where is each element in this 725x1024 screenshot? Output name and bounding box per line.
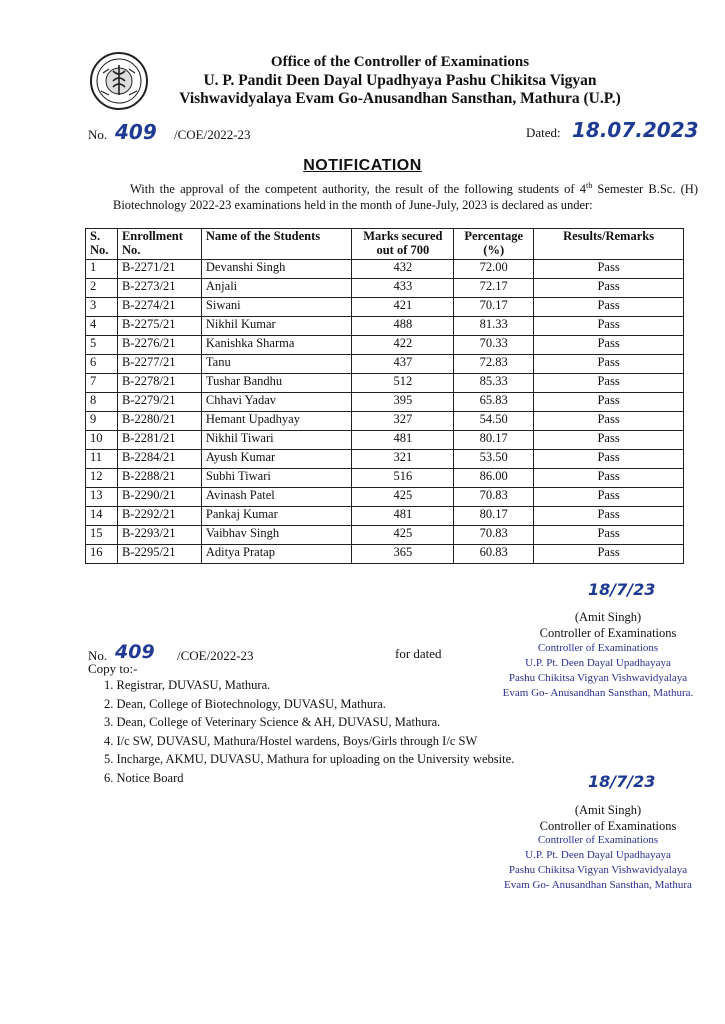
cell-enrollment: B-2293/21 [117, 526, 201, 545]
cell-sno: 10 [86, 431, 118, 450]
cell-marks: 421 [352, 298, 454, 317]
stamp-1-line: Evam Go- Anusandhan Sansthan, Mathura. [502, 687, 694, 699]
table-row [86, 260, 684, 279]
cell-percentage: 70.83 [454, 488, 534, 507]
cell-enrollment: B-2292/21 [117, 507, 201, 526]
cell-name: Nikhil Kumar [201, 317, 352, 336]
th-name: Name of the Students [201, 229, 352, 260]
cell-result: Pass [534, 279, 684, 298]
cell-enrollment: B-2277/21 [117, 355, 201, 374]
cell-enrollment: B-2284/21 [117, 450, 201, 469]
copy-no-label: No. [88, 648, 108, 663]
cell-sno: 7 [86, 374, 118, 393]
table-row [86, 469, 684, 488]
signature-1-name: (Amit Singh) [574, 610, 642, 624]
cell-percentage: 70.17 [454, 298, 534, 317]
cell-result: Pass [534, 526, 684, 545]
cell-marks: 365 [352, 545, 454, 564]
cell-marks: 437 [352, 355, 454, 374]
notification-title: NOTIFICATION [303, 157, 422, 174]
cell-result: Pass [534, 336, 684, 355]
stamp-1-line: Controller of Examinations [537, 642, 659, 654]
signature-2-initials: 18/7/23 [588, 772, 656, 791]
cell-enrollment: B-2271/21 [117, 260, 201, 279]
cell-sno: 1 [86, 260, 118, 279]
cell-name: Kanishka Sharma [201, 336, 352, 355]
cell-name: Tushar Bandhu [201, 374, 352, 393]
signature-1-initials: 18/7/23 [588, 580, 656, 599]
table-row [86, 317, 684, 336]
list-item: 4. I/c SW, DUVASU, Mathura/Hostel wardens, Boys/Girls through I/c SW [104, 733, 478, 748]
cell-marks: 488 [352, 317, 454, 336]
cell-percentage: 85.33 [454, 374, 534, 393]
cell-enrollment: B-2290/21 [117, 488, 201, 507]
stamp-1-line: Pashu Chikitsa Vigyan Vishwavidyalaya [508, 672, 688, 684]
cell-result: Pass [534, 393, 684, 412]
cell-result: Pass [534, 507, 684, 526]
th-percentage: Percentage (%) [454, 229, 534, 260]
ref-no-label: No. [88, 127, 108, 142]
cell-result: Pass [534, 469, 684, 488]
cell-name: Hemant Upadhyay [201, 412, 352, 431]
signature-1-designation: Controller of Examinations [539, 626, 677, 640]
cell-percentage: 60.83 [454, 545, 534, 564]
cell-sno: 16 [86, 545, 118, 564]
intro-text-part1: With the approval of the competent authority, the result of the following students of 4 [130, 182, 586, 197]
copy-no-handwritten: 409 [115, 641, 155, 663]
cell-sno: 15 [86, 526, 118, 545]
cell-percentage: 70.83 [454, 526, 534, 545]
copy-code: /COE/2022-23 [177, 648, 254, 663]
cell-percentage: 72.83 [454, 355, 534, 374]
cell-marks: 481 [352, 507, 454, 526]
table-row [86, 450, 684, 469]
stamp-2-line: U.P. Pt. Deen Dayal Upadhayaya [525, 849, 671, 861]
cell-name: Anjali [201, 279, 352, 298]
header-office: Office of the Controller of Examinations [270, 54, 530, 70]
table-row [86, 393, 684, 412]
cell-sno: 8 [86, 393, 118, 412]
cell-name: Vaibhav Singh [201, 526, 352, 545]
cell-marks: 433 [352, 279, 454, 298]
intro-sup: th [586, 181, 593, 190]
cell-sno: 13 [86, 488, 118, 507]
cell-name: Devanshi Singh [201, 260, 352, 279]
cell-result: Pass [534, 355, 684, 374]
table-row [86, 336, 684, 355]
cell-result: Pass [534, 317, 684, 336]
cell-sno: 9 [86, 412, 118, 431]
copy-for-dated: for dated [395, 646, 442, 661]
cell-marks: 425 [352, 488, 454, 507]
cell-percentage: 72.00 [454, 260, 534, 279]
cell-result: Pass [534, 545, 684, 564]
cell-name: Aditya Pratap [201, 545, 352, 564]
cell-marks: 481 [352, 431, 454, 450]
cell-enrollment: B-2278/21 [117, 374, 201, 393]
list-item: 1. Registrar, DUVASU, Mathura. [104, 678, 271, 692]
cell-percentage: 65.83 [454, 393, 534, 412]
th-results: Results/Remarks [534, 229, 684, 260]
signature-2-designation: Controller of Examinations [539, 819, 677, 833]
cell-sno: 2 [86, 279, 118, 298]
copy-list [104, 676, 514, 787]
header-university-line1: U. P. Pandit Deen Dayal Upadhyaya Pashu Chikitsa Vigyan [203, 72, 597, 89]
ref-no-handwritten: 409 [115, 120, 157, 144]
cell-percentage: 81.33 [454, 317, 534, 336]
table-row [86, 488, 684, 507]
list-item: 3. Dean, College of Veterinary Science & AH, DUVASU, Mathura. [104, 715, 441, 729]
cell-marks: 512 [352, 374, 454, 393]
cell-enrollment: B-2288/21 [117, 469, 201, 488]
cell-enrollment: B-2280/21 [117, 412, 201, 431]
cell-name: Ayush Kumar [201, 450, 352, 469]
dated-handwritten: 18.07.2023 [572, 118, 699, 142]
cell-enrollment: B-2274/21 [117, 298, 201, 317]
table-row [86, 545, 684, 564]
dated-label: Dated: [526, 125, 561, 140]
cell-percentage: 86.00 [454, 469, 534, 488]
table-row [86, 431, 684, 450]
th-sno: S. No. [86, 229, 118, 260]
cell-name: Tanu [201, 355, 352, 374]
signature-2-name: (Amit Singh) [574, 803, 642, 817]
stamp-2-line: Pashu Chikitsa Vigyan Vishwavidyalaya [508, 864, 688, 876]
cell-percentage: 72.17 [454, 279, 534, 298]
cell-marks: 425 [352, 526, 454, 545]
cell-name: Avinash Patel [201, 488, 352, 507]
cell-marks: 422 [352, 336, 454, 355]
cell-sno: 4 [86, 317, 118, 336]
table-row [86, 507, 684, 526]
stamp-1-line: U.P. Pt. Deen Dayal Upadhayaya [525, 657, 671, 669]
cell-percentage: 54.50 [454, 412, 534, 431]
table-row [86, 412, 684, 431]
cell-percentage: 80.17 [454, 507, 534, 526]
cell-sno: 14 [86, 507, 118, 526]
list-item: 6. Notice Board [104, 770, 184, 785]
cell-result: Pass [534, 431, 684, 450]
cell-percentage: 53.50 [454, 450, 534, 469]
stamp-2 [478, 833, 718, 893]
cell-enrollment: B-2279/21 [117, 393, 201, 412]
cell-enrollment: B-2275/21 [117, 317, 201, 336]
table-row [86, 526, 684, 545]
cell-sno: 3 [86, 298, 118, 317]
cell-name: Nikhil Tiwari [201, 431, 352, 450]
cell-name: Subhi Tiwari [201, 469, 352, 488]
cell-enrollment: B-2273/21 [117, 279, 201, 298]
table-row [86, 279, 684, 298]
cell-name: Pankaj Kumar [201, 507, 352, 526]
cell-marks: 327 [352, 412, 454, 431]
table-header-row [86, 229, 684, 260]
cell-enrollment: B-2276/21 [117, 336, 201, 355]
cell-marks: 432 [352, 260, 454, 279]
stamp-2-line: Evam Go- Anusandhan Sansthan, Mathura [504, 879, 692, 891]
cell-marks: 321 [352, 450, 454, 469]
table-row [86, 355, 684, 374]
cell-marks: 516 [352, 469, 454, 488]
result-table [85, 228, 684, 564]
cell-name: Chhavi Yadav [201, 393, 352, 412]
cell-sno: 6 [86, 355, 118, 374]
cell-percentage: 70.33 [454, 336, 534, 355]
cell-name: Siwani [201, 298, 352, 317]
list-item: 2. Dean, College of Biotechnology, DUVASU, Mathura. [104, 696, 386, 711]
cell-result: Pass [534, 450, 684, 469]
cell-marks: 395 [352, 393, 454, 412]
copy-to-label: Copy to:- [88, 661, 138, 676]
cell-result: Pass [534, 298, 684, 317]
cell-enrollment: B-2281/21 [117, 431, 201, 450]
cell-result: Pass [534, 412, 684, 431]
list-item: 5. Incharge, AKMU, DUVASU, Mathura for uploading on the University website. [104, 752, 515, 766]
stamp-2-line: Controller of Examinations [537, 834, 659, 846]
cell-sno: 11 [86, 450, 118, 469]
table-row [86, 374, 684, 393]
cell-result: Pass [534, 488, 684, 507]
cell-result: Pass [534, 260, 684, 279]
intro-paragraph [113, 178, 698, 213]
cell-sno: 5 [86, 336, 118, 355]
cell-result: Pass [534, 374, 684, 393]
intro-text-part2: Semester B.Sc. (H) Biotechnology 2022-23 examinations held in the month of June-July, 2023 is declared as under: [113, 182, 698, 213]
th-marks: Marks secured out of 700 [352, 229, 454, 260]
ref-code: /COE/2022-23 [174, 127, 251, 142]
th-enrollment: Enrollment No. [117, 229, 201, 260]
cell-percentage: 80.17 [454, 431, 534, 450]
cell-enrollment: B-2295/21 [117, 545, 201, 564]
table-row [86, 298, 684, 317]
cell-sno: 12 [86, 469, 118, 488]
header-university-line2: Vishwavidyalaya Evam Go-Anusandhan Sansthan, Mathura (U.P.) [179, 90, 621, 107]
